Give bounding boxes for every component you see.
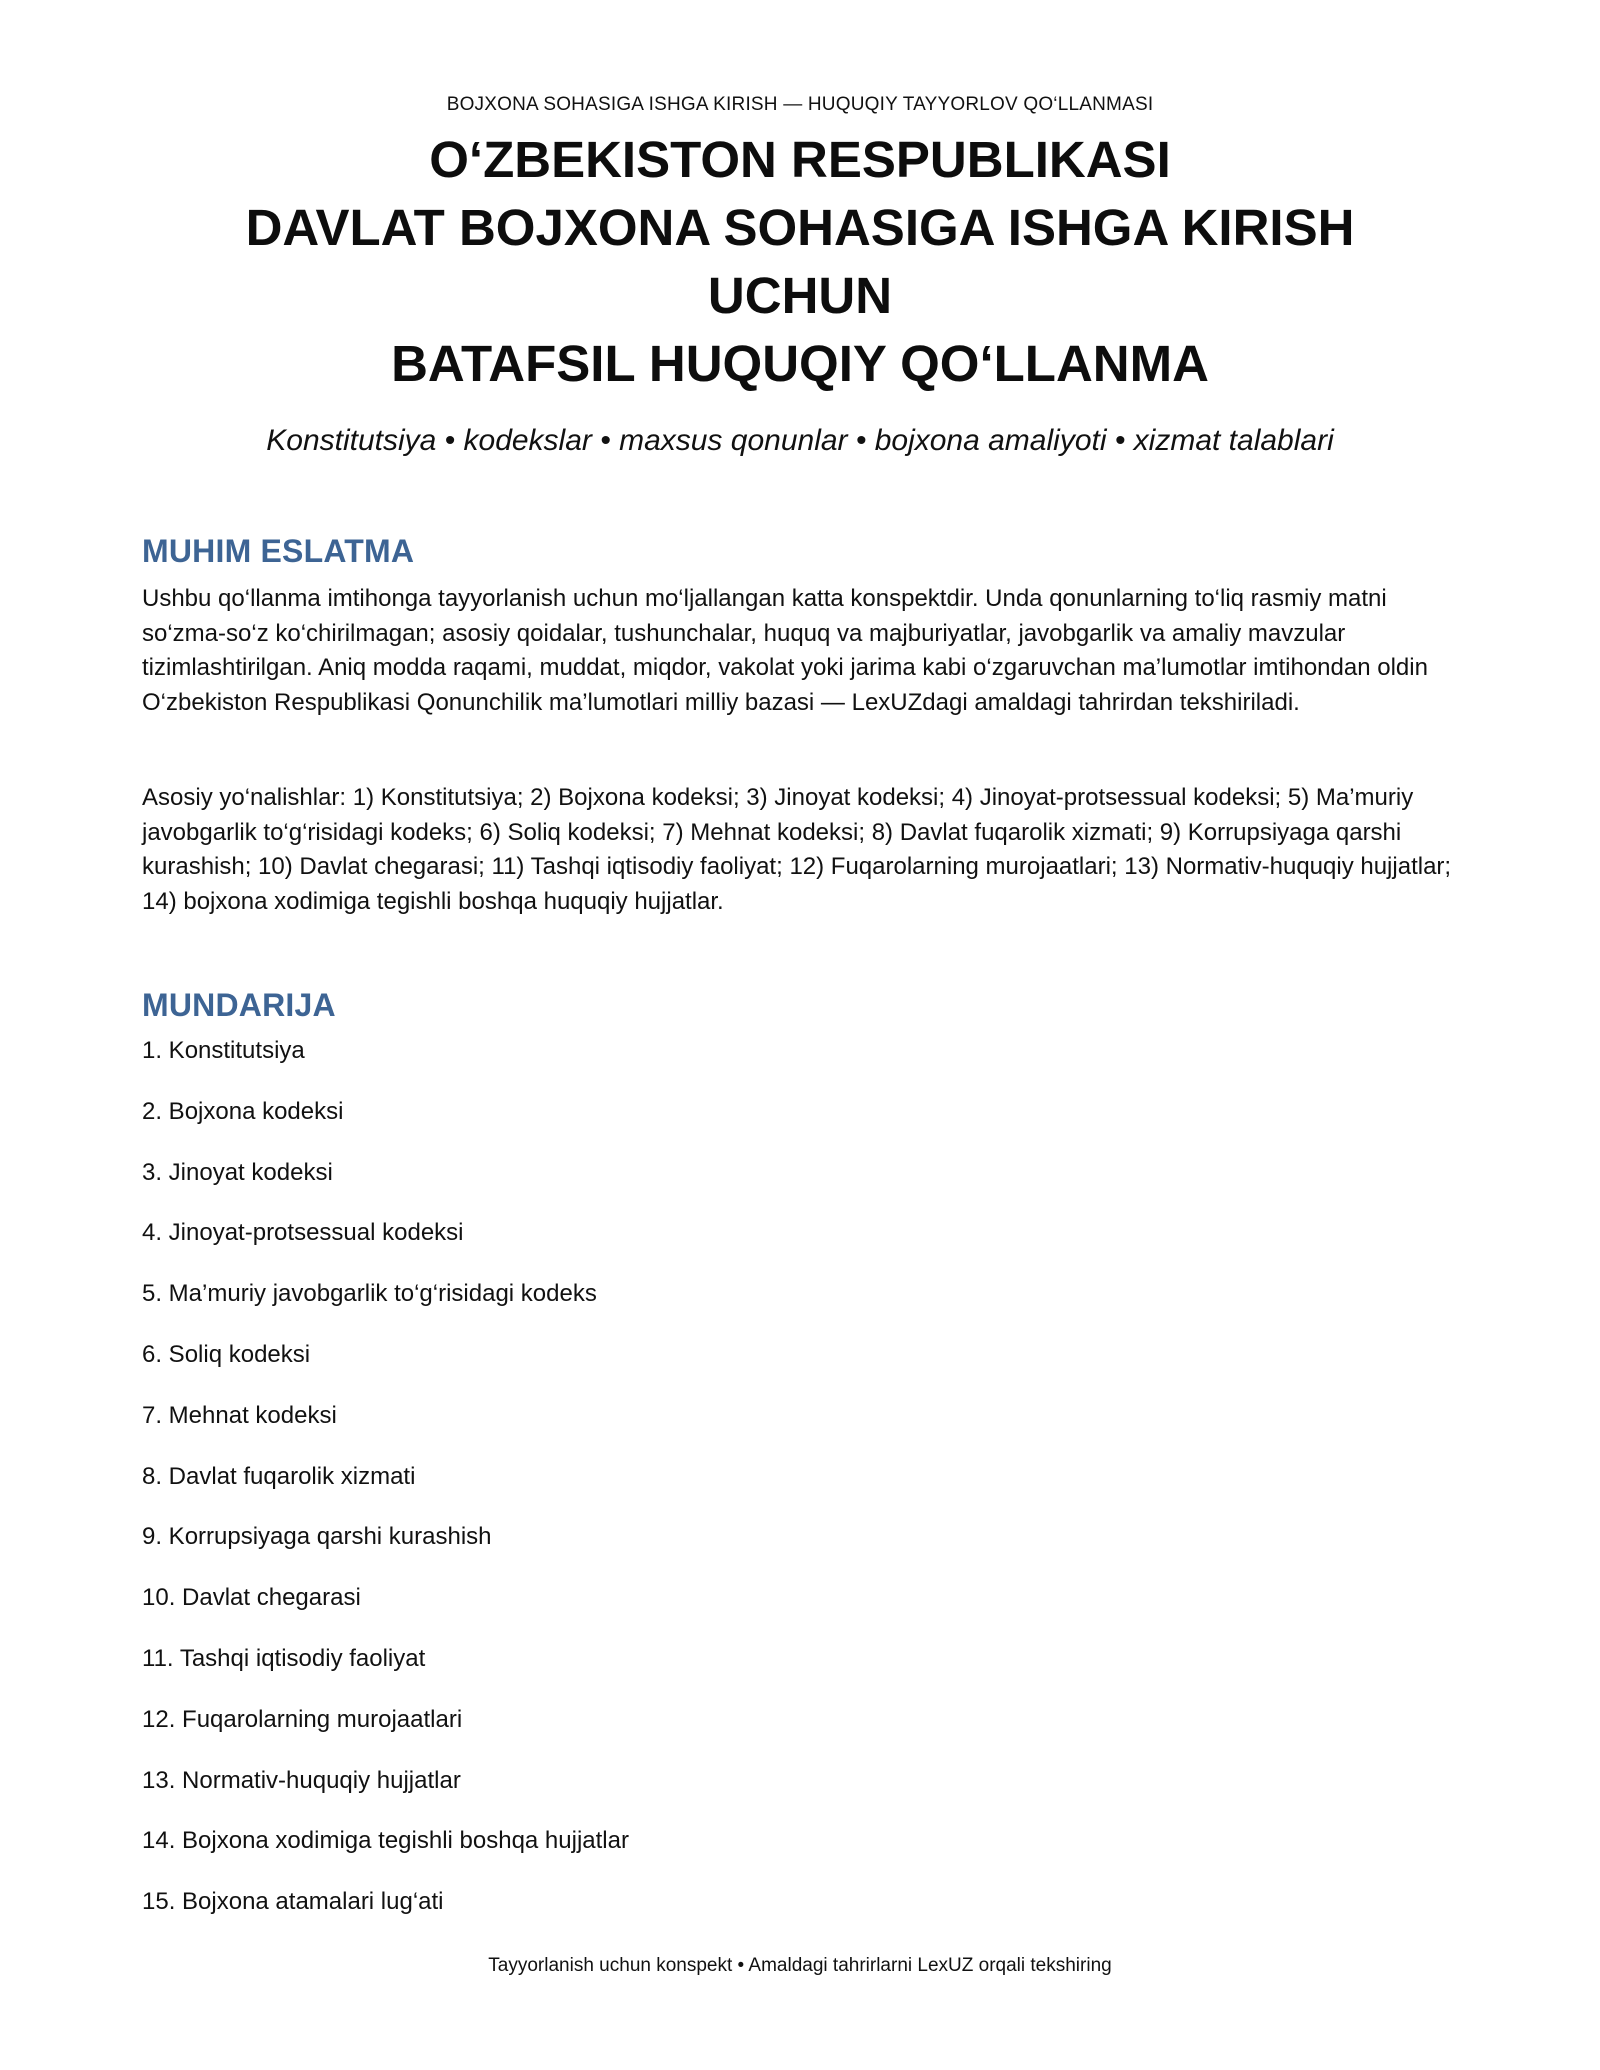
toc-item-state-border[interactable]: 10. Davlat chegarasi xyxy=(142,1584,361,1612)
page-footer: Tayyorlanish uchun konspekt • Amaldagi tahrirlarni LexUZ orqali tekshiring xyxy=(488,1955,1112,1976)
title-line: BATAFSIL HUQUQIY QO‘LLANMA xyxy=(391,335,1209,392)
toc-item-citizen-appeals[interactable]: 12. Fuqarolarning murojaatlari xyxy=(142,1705,463,1733)
toc-item-criminal-procedure-code[interactable]: 4. Jinoyat-protsessual kodeksi xyxy=(142,1219,464,1247)
notice-paragraph: Ushbu qo‘llanma imtihonga tayyorlanish uchun mo‘ljallangan katta konspektdir. Unda qonunlarning to‘liq rasmiy matni so‘zma-so‘z ko‘chirilmagan; asosiy qoidalar, tushunchalar, huquq va majburiyatlar, javobgarlik va amaliy mavzular tizimlashtirilgan. Aniq modda raqami, muddat, miqdor, vakolat yoki jarima kabi o‘zgaruvchan ma’lumotlar imtihondan oldin O‘zbekiston Respublikasi Qonunchilik ma’lumotlari milliy bazasi — LexUZdagi amaldagi tahrirdan tekshiriladi. xyxy=(142,585,1428,716)
running-header: BOJXONA SOHASIGA ISHGA KIRISH — HUQUQIY TAYYORLOV QO‘LLANMASI xyxy=(446,94,1154,115)
toc-item-customs-code[interactable]: 2. Bojxona kodeksi xyxy=(142,1097,344,1125)
toc-item-constitution[interactable]: 1. Konstitutsiya xyxy=(142,1037,305,1064)
table-of-contents xyxy=(142,1036,1342,1948)
table-of-contents-heading: MUNDARIJA xyxy=(142,987,336,1023)
toc-item-labor-code[interactable]: 7. Mehnat kodeksi xyxy=(142,1401,337,1429)
document-title xyxy=(140,126,1460,398)
toc-item-other-documents[interactable]: 14. Bojxona xodimiga tegishli boshqa hujjatlar xyxy=(142,1827,629,1855)
toc-item-customs-glossary[interactable]: 15. Bojxona atamalari lug‘ati xyxy=(142,1888,444,1916)
toc-item-criminal-code[interactable]: 3. Jinoyat kodeksi xyxy=(142,1158,333,1186)
document-subtitle: Konstitutsiya • kodekslar • maxsus qonunlar • bojxona amaliyoti • xizmat talablari xyxy=(266,424,1334,457)
main-directions-paragraph: Asosiy yo‘nalishlar: 1) Konstitutsiya; 2) Bojxona kodeksi; 3) Jinoyat kodeksi; 4) Jinoyat-protsessual kodeksi; 5) Ma’muriy javobgarlik to‘g‘risidagi kodeks; 6) Soliq kodeksi; 7) Mehnat kodeksi; 8) Davlat fuqarolik xizmati; 9) Korrupsiyaga qarshi kurashish; 10) Davlat chegarasi; 11) Tashqi iqtisodiy faoliyat; 12) Fuqarolarning murojaatlari; 13) Normativ-huquqiy hujjatlar; 14) bojxona xodimiga tegishli boshqa huquqiy hujjatlar. xyxy=(142,784,1452,915)
toc-item-normative-legal-acts[interactable]: 13. Normativ-huquqiy hujjatlar xyxy=(142,1766,461,1794)
toc-item-civil-service[interactable]: 8. Davlat fuqarolik xizmati xyxy=(142,1462,416,1490)
toc-item-administrative-code[interactable]: 5. Ma’muriy javobgarlik to‘g‘risidagi kodeks xyxy=(142,1280,597,1308)
title-line: UCHUN xyxy=(707,267,893,324)
notice-heading: MUHIM ESLATMA xyxy=(142,533,415,569)
toc-item-foreign-economic-activity[interactable]: 11. Tashqi iqtisodiy faoliyat xyxy=(142,1644,426,1672)
toc-item-tax-code[interactable]: 6. Soliq kodeksi xyxy=(142,1340,311,1368)
title-line: O‘ZBEKISTON RESPUBLIKASI xyxy=(429,131,1171,188)
title-line: DAVLAT BOJXONA SOHASIGA ISHGA KIRISH xyxy=(245,199,1355,256)
toc-item-anti-corruption[interactable]: 9. Korrupsiyaga qarshi kurashish xyxy=(142,1523,492,1551)
